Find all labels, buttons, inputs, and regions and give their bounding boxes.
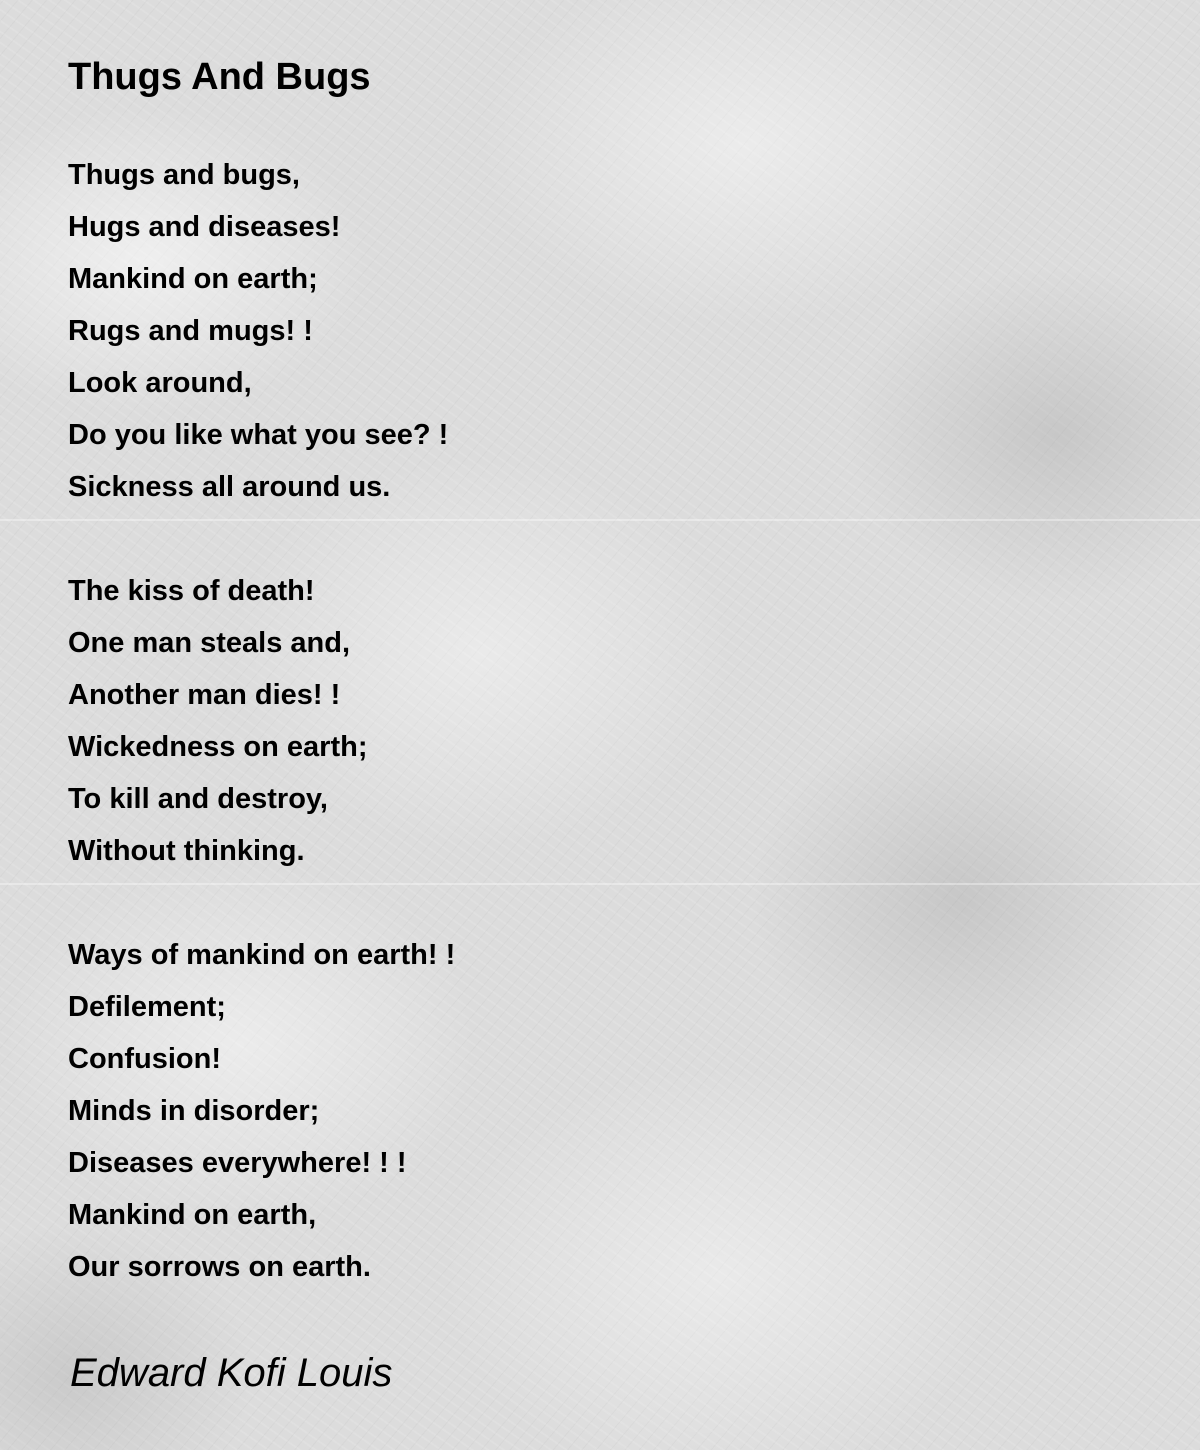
- poem-line: Hugs and diseases!: [68, 211, 341, 243]
- stanza-1: [68, 149, 455, 513]
- poem-line: Thugs and bugs,: [68, 159, 300, 191]
- poem-line: Confusion!: [68, 1043, 222, 1075]
- poem-line: Rugs and mugs! !: [68, 315, 313, 347]
- stanza-2: [68, 565, 455, 877]
- poem-line: Mankind on earth;: [68, 263, 318, 295]
- poem-body: [68, 149, 455, 1345]
- poem-line: Without thinking.: [68, 835, 305, 867]
- poem-title: Thugs And Bugs: [68, 56, 371, 98]
- poem-line: Look around,: [68, 367, 252, 399]
- poem-author: Edward Kofi Louis: [70, 1351, 393, 1395]
- poem-line: Diseases everywhere! ! !: [68, 1147, 407, 1179]
- poem-line: Minds in disorder;: [68, 1095, 320, 1127]
- poem-line: Do you like what you see? !: [68, 419, 449, 451]
- poem-line: The kiss of death!: [68, 575, 315, 607]
- poem-line: Our sorrows on earth.: [68, 1251, 371, 1283]
- poem-line: Mankind on earth,: [68, 1199, 317, 1231]
- poem-line: One man steals and,: [68, 627, 351, 659]
- poem-line: Wickedness on earth;: [68, 731, 368, 763]
- poem-line: Another man dies! !: [68, 679, 341, 711]
- poem-line: Defilement;: [68, 991, 226, 1023]
- poem-line: Ways of mankind on earth! !: [68, 939, 456, 971]
- poem-line: To kill and destroy,: [68, 783, 328, 815]
- poem-line: Sickness all around us.: [68, 471, 391, 503]
- stanza-3: [68, 929, 455, 1293]
